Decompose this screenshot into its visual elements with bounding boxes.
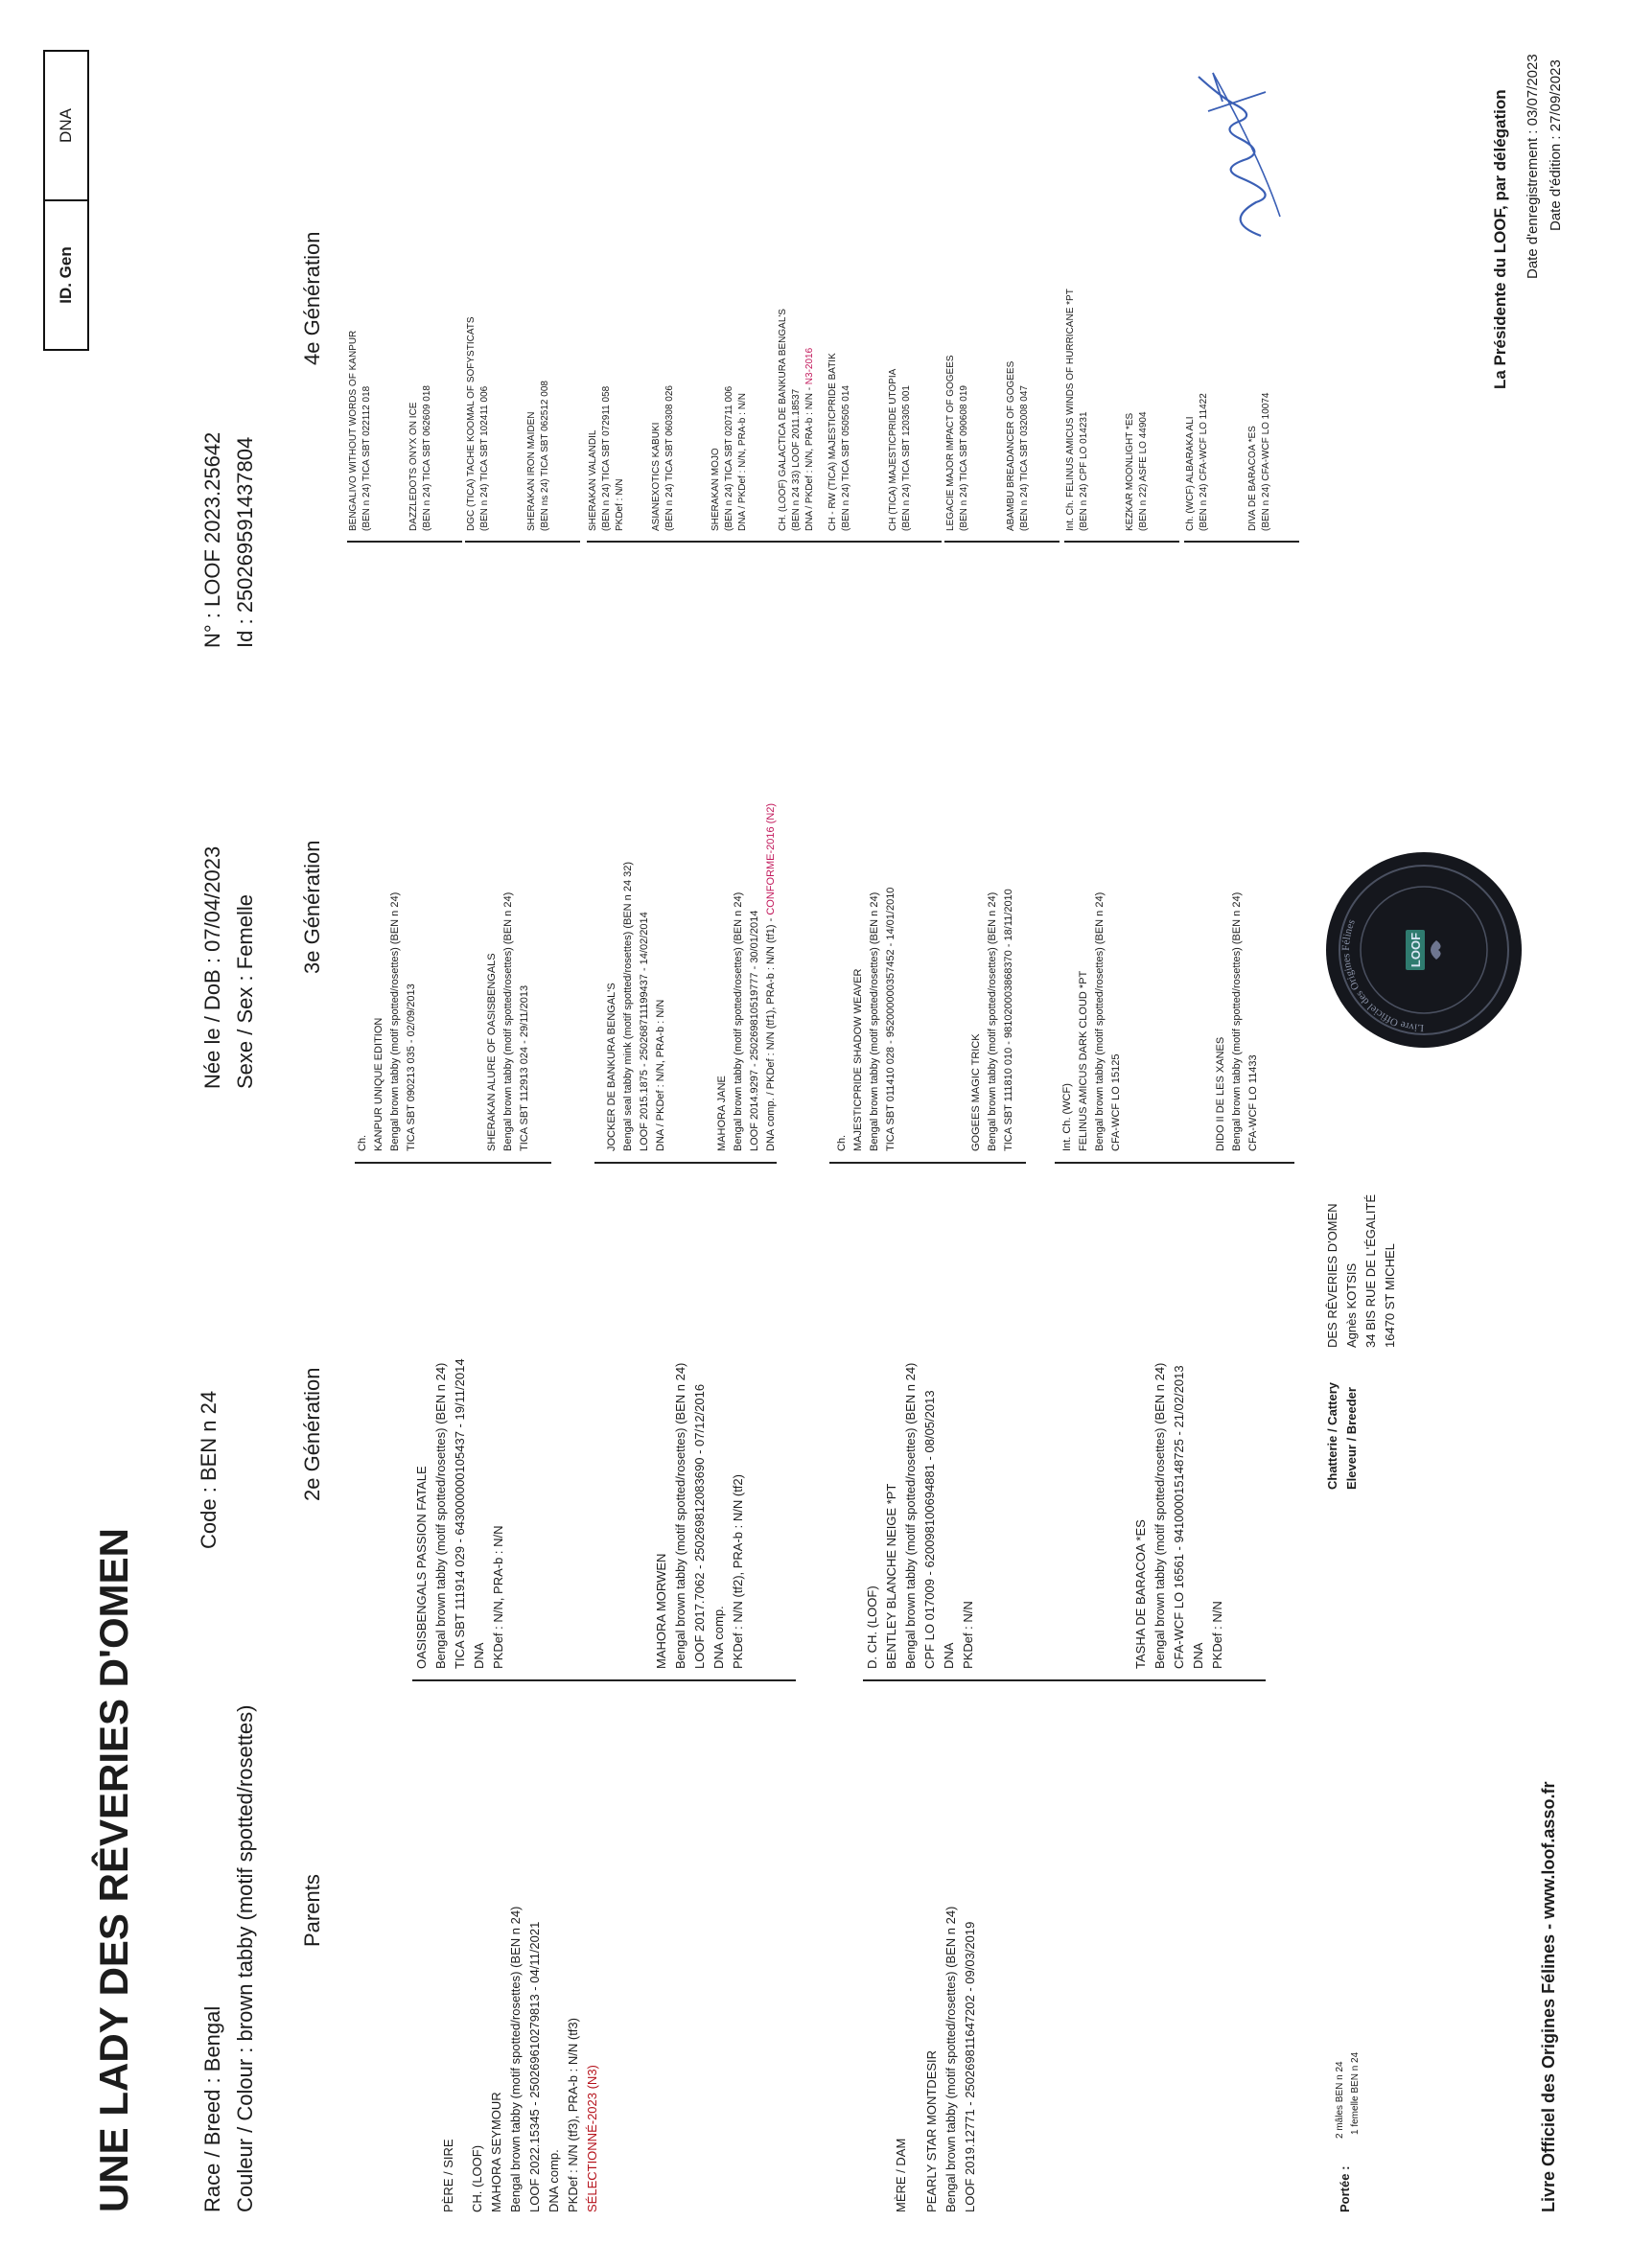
litter-details xyxy=(1333,2052,1363,2139)
seal-badge-text: LOOF xyxy=(1409,932,1423,968)
gen3-line: Bengal brown tabby (motif spotted/rosettes) (BEN n 24) xyxy=(502,891,514,1151)
breeder-label: Eleveur / Breeder xyxy=(1344,1387,1359,1490)
sire-line: PKDef : N/N (tf3), PRA-b : N/N (tf3) xyxy=(566,2018,580,2212)
gen2-line: LOOF 2017.7062 - 250269812083690 - 07/12/2016 xyxy=(692,1383,707,1669)
gen3-line: Bengal brown tabby (motif spotted/rosettes) (BEN n 24) xyxy=(987,891,998,1151)
gen3-line: Bengal brown tabby (motif spotted/rosettes) (BEN n 24) xyxy=(1094,891,1106,1151)
gen3-line: GOGEES MAGIC TRICK xyxy=(970,1033,982,1151)
code-value: BEN n 24 xyxy=(197,1390,221,1482)
gen4-entry xyxy=(887,369,914,531)
gen4-line: (BEN n 24) TICA SBT 032008 047 xyxy=(1019,385,1030,531)
gen3-line: CFA-WCF LO 11433 xyxy=(1247,1054,1259,1151)
gen3-brace xyxy=(1055,1154,1294,1164)
litter-females: 1 femelle BEN n 24 xyxy=(1350,2051,1361,2135)
signature-underline xyxy=(1213,73,1280,217)
gen4-entry xyxy=(408,385,434,531)
gen4-entry xyxy=(1246,393,1273,532)
breed-colour-block xyxy=(197,1705,262,2212)
cattery-details xyxy=(1323,1194,1400,1348)
gen3-line: LOOF 2014.9297 - 250269810519777 - 30/01/2014 xyxy=(749,910,760,1151)
breeder-name: Agnès KOTSIS xyxy=(1344,1262,1359,1348)
gen4-line: (BEN n 22) ASFE LO 44904 xyxy=(1138,411,1149,531)
gen4-line: (BEN n 24) TICA SBT 020711 006 xyxy=(724,385,734,531)
gen2-line: DNA xyxy=(942,1642,956,1669)
breeder-address: 34 BIS RUE DE L'ÉGALITÉ xyxy=(1363,1194,1378,1348)
gen3-line: TICA SBT 090213 035 - 02/09/2013 xyxy=(406,984,417,1151)
gen3-line: DIDO II DE LES XANES xyxy=(1215,1036,1226,1151)
gen3-entry xyxy=(1060,892,1125,1151)
gen2-brace xyxy=(863,1672,1266,1681)
gen3-entry xyxy=(1213,892,1262,1151)
gen3-line: Ch. xyxy=(836,1134,848,1151)
dam-line: LOOF 2019.12771 - 250269811647202 - 09/03/2019 xyxy=(963,1921,977,2212)
sire-role: PÈRE / SIRE xyxy=(441,2139,455,2212)
sire-line: CH. (LOOF) xyxy=(470,2144,484,2212)
gen3-line: JOCKER DE BANKURA BENGAL'S xyxy=(606,983,617,1151)
gen3-entry xyxy=(484,892,533,1151)
gen4-line: Int. Ch. FELINUS AMICUS WINDS OF HURRICANE *PT xyxy=(1065,289,1076,531)
colour-value: brown tabby (motif spotted/rosettes) xyxy=(233,1704,257,2042)
gen2-line: TASHA DE BARACOA *ES xyxy=(1133,1519,1148,1669)
colour-label: Couleur / Colour : xyxy=(233,2047,257,2212)
gen3-entry xyxy=(968,889,1017,1151)
gen2-line: D. CH. (LOOF) xyxy=(865,1585,879,1669)
gen4-line: (BEN n 24) TICA SBT 022112 018 xyxy=(361,385,372,531)
gen3-line: Bengal brown tabby (motif spotted/rosettes) (BEN n 24) xyxy=(733,891,744,1151)
gen3-line: TICA SBT 011410 028 - 952000000357452 - 14/01/2010 xyxy=(885,887,896,1151)
conformity-badge: N3-2016 xyxy=(804,347,815,385)
dam-line: Bengal brown tabby (motif spotted/rosettes) (BEN n 24) xyxy=(943,1906,958,2212)
gen2-entry xyxy=(652,1363,748,1669)
sire-line: MAHORA SEYMOUR xyxy=(489,2092,503,2212)
gen2-line: OASISBENGALS PASSION FATALE xyxy=(414,1466,429,1669)
gen4-brace xyxy=(347,533,462,543)
president: La Présidente du LOOF, par délégation xyxy=(1491,89,1509,389)
gen2-line: DNA xyxy=(472,1642,486,1669)
edition-date: Date d'édition : 27/09/2023 xyxy=(1548,59,1564,231)
gen2-line: PKDef : N/N xyxy=(961,1601,975,1669)
sex-label: Sexe / Sex : xyxy=(233,975,257,1089)
code-block xyxy=(197,1391,221,1549)
signature xyxy=(1189,44,1314,255)
gen2-line: MAHORA MORWEN xyxy=(654,1553,668,1669)
gen2-line: Bengal brown tabby (motif spotted/rosettes) (BEN n 24) xyxy=(1153,1362,1167,1669)
gen4-line: SHERAKAN IRON MAIDEN xyxy=(526,411,537,531)
gen4-entry xyxy=(1124,411,1151,531)
gen3-brace xyxy=(355,1154,551,1164)
litter-label: Portée : xyxy=(1338,2165,1352,2212)
gen3-line: DNA / PKDef : N/N, PRA-b : N/N xyxy=(655,999,666,1151)
gen3-line: MAJESTICPRIDE SHADOW WEAVER xyxy=(852,968,864,1151)
no-value: LOOF 2023.25642 xyxy=(200,431,224,607)
code-label: Code : xyxy=(197,1487,221,1549)
gen4-brace xyxy=(465,533,580,543)
gen2-line: TICA SBT 111914 029 - 643000000105437 - 19/11/2014 xyxy=(453,1358,467,1669)
gen4-line: BENGALIVO WITHOUT WORDS OF KANPUR xyxy=(348,330,359,531)
gen4-line: ABAMBU BREADANCER OF GOGEES xyxy=(1006,360,1016,531)
id-gen-dna-box xyxy=(43,50,89,351)
gen3-entry xyxy=(604,862,669,1151)
gen3-entry xyxy=(355,892,420,1151)
gen4-line: SHERAKAN MOJO xyxy=(710,448,721,531)
breeder-city: 16470 ST MICHEL xyxy=(1383,1243,1397,1348)
gen2-line: Bengal brown tabby (motif spotted/rosettes) (BEN n 24) xyxy=(903,1362,918,1669)
gen4-entry xyxy=(587,386,627,531)
gen2-entry xyxy=(412,1358,508,1669)
gen4-entry xyxy=(944,355,971,531)
gen3-line: LOOF 2015.1875 - 250268711199437 - 14/02/2014 xyxy=(639,912,650,1151)
cat-name: UNE LADY DES RÊVERIES D'OMEN xyxy=(91,1528,136,2212)
dam-block xyxy=(892,1907,980,2212)
cattery-labels xyxy=(1323,1382,1362,1490)
gen4-line: (BEN n 24) TICA SBT 072911 058 xyxy=(601,385,612,531)
gen3-line: Bengal brown tabby (motif spotted/rosettes) (BEN n 24) xyxy=(1231,891,1243,1151)
gen3-line: FELINUS AMICUS DARK CLOUD *PT xyxy=(1078,970,1089,1151)
gen3-line: Bengal brown tabby (motif spotted/rosettes) (BEN n 24) xyxy=(389,891,401,1151)
gen3-line: MAHORA JANE xyxy=(716,1076,728,1151)
sire-block xyxy=(439,1907,602,2212)
gen4-line: (BEN n 24) TICA SBT 102411 006 xyxy=(479,385,490,531)
seal-ring-text: Livre Officiel des Origines Félines xyxy=(1339,917,1425,1034)
gen4-brace xyxy=(1064,533,1179,543)
gen3-line: Ch. xyxy=(357,1134,368,1151)
gen3-line: CFA-WCF LO 15125 xyxy=(1110,1053,1122,1151)
gen4-line: DGC (TICA) TACHE KOOMAL OF SOFYSTICATS xyxy=(466,316,477,531)
gen4-entry xyxy=(777,309,817,531)
gen4-line: ASIANEXOTICS KABUKI xyxy=(651,422,662,531)
id-label: Id : xyxy=(233,618,257,648)
gen4-line: (BEN n 24) TICA SBT 050505 014 xyxy=(841,385,851,531)
loof-seal xyxy=(1323,849,1525,1051)
col-gen2: 2e Génération xyxy=(300,1367,324,1501)
gen4-line: (BEN ns 24) TICA SBT 062512 008 xyxy=(540,381,550,531)
gen2-entry xyxy=(1131,1363,1227,1669)
gen2-line: DNA xyxy=(1191,1642,1205,1669)
gen4-brace xyxy=(944,533,1060,543)
gen4-entry xyxy=(827,353,853,531)
gen3-line: TICA SBT 112913 024 - 29/11/2013 xyxy=(519,984,530,1151)
dam-line: PEARLY STAR MONTDESIR xyxy=(924,2049,939,2212)
gen3-line: Bengal seal tabby mink (motif spotted/rosettes) (BEN n 24 32) xyxy=(622,861,634,1151)
gen2-line: CPF LO 017009 - 620098100694881 - 08/05/2013 xyxy=(922,1390,937,1669)
gen4-line: (BEN n 24) TICA SBT 060308 026 xyxy=(664,385,675,531)
gen4-brace xyxy=(827,533,942,543)
dam-role: MÈRE / DAM xyxy=(894,2138,908,2212)
dna-cell: DNA xyxy=(57,108,75,143)
sire-line: Bengal brown tabby (motif spotted/rosettes) (BEN n 24) xyxy=(508,1906,523,2212)
gen2-line: PKDef : N/N, PRA-b : N/N xyxy=(491,1525,505,1669)
col-gen3: 3e Génération xyxy=(300,840,324,974)
cattery-label: Chatterie / Cattery xyxy=(1325,1382,1339,1490)
sire-line: LOOF 2022.15345 - 250269610279813 - 04/11/2021 xyxy=(527,1921,542,2212)
gen2-line: CFA-WCF LO 16561 - 941000015148725 - 21/02/2013 xyxy=(1172,1365,1186,1669)
gen4-line: DAZZLEDOTS ONYX ON ICE xyxy=(408,402,419,531)
gen4-brace xyxy=(1184,533,1299,543)
gen4-line: (BEN n 24) TICA SBT 120305 001 xyxy=(901,385,912,531)
gen4-line: DIVA DE BARACOA *ES xyxy=(1247,426,1258,531)
gen3-line: SHERAKAN ALURE OF OASISBENGALS xyxy=(486,953,498,1151)
id-value: 250269591437804 xyxy=(233,436,257,613)
gen4-line: DNA / PKDef : N/N, PRA-b : N/N xyxy=(737,393,748,531)
gen4-line: (BEN n 24) TICA SBT 090608 019 xyxy=(959,385,969,531)
gen3-line: TICA SBT 111810 010 - 981020003868370 - 18/11/2010 xyxy=(1003,889,1014,1151)
gen2-line: BENTLEY BLANCHE NEIGE *PT xyxy=(884,1483,898,1669)
gen4-line: PKDef : N/N xyxy=(615,478,625,531)
gen4-line: (BEN n 24 33) LOOF 2011.18537 xyxy=(791,388,802,531)
gen4-line: (BEN n 24) CPF LO 014231 xyxy=(1079,411,1089,531)
gen4-line: (BEN n 24) TICA SBT 062609 018 xyxy=(422,385,432,531)
gen3-line: KANPUR UNIQUE EDITION xyxy=(373,1017,384,1151)
gen4-line: DNA / PKDef : N/N, PRA-b : N/N - xyxy=(804,386,815,531)
gen2-entry xyxy=(863,1363,978,1669)
dob-label: Née le / DoB : xyxy=(200,958,224,1089)
gen4-line: CH. (LOOF) GALACTICA DE BANKURA BENGAL'S xyxy=(778,309,788,531)
gen4-line: SHERAKAN VALANDIL xyxy=(588,429,598,531)
id-gen-cell: ID. Gen xyxy=(45,199,87,349)
gen4-line: (BEN n 24) CFA-WCF LO 10074 xyxy=(1261,392,1271,531)
col-gen4: 4e Génération xyxy=(300,231,324,365)
cattery-name: DES RÊVERIES D'OMEN xyxy=(1325,1203,1339,1348)
dob-value: 07/04/2023 xyxy=(200,845,224,952)
breed-label: Race / Breed : xyxy=(200,2077,224,2212)
litter-males: 2 mâles BEN n 24 xyxy=(1335,2061,1345,2139)
gen4-entry xyxy=(1184,393,1211,531)
footer-book: Livre Officiel des Origines Félines - www.loof.asso.fr xyxy=(1539,1781,1558,2212)
gen4-entry xyxy=(1064,289,1091,531)
gen4-line: KEZKAR MOONLIGHT *ES xyxy=(1125,412,1135,531)
gen2-line: Bengal brown tabby (motif spotted/rosettes) (BEN n 24) xyxy=(673,1362,687,1669)
gen2-line: DNA comp. xyxy=(711,1606,726,1669)
sire-line: DNA comp. xyxy=(547,2149,561,2212)
gen4-entry xyxy=(465,316,492,531)
gen2-line: PKDef : N/N (tf2), PRA-b : N/N (tf2) xyxy=(731,1474,745,1669)
no-label: N° : xyxy=(200,613,224,648)
sex-value: Femelle xyxy=(233,894,257,970)
conformity-badge: CONFORME-2016 (N2) xyxy=(765,802,777,915)
gen3-line: DNA comp. / PKDef : N/N (tf1), PRA-b : N/N (tf1) - xyxy=(765,917,777,1151)
gen4-entry xyxy=(347,331,374,531)
gen4-entry xyxy=(525,381,552,531)
gen3-brace xyxy=(594,1154,777,1164)
col-parents: Parents xyxy=(300,1874,324,1947)
gen4-entry xyxy=(710,386,750,531)
registration-date: Date d'enregistrement : 03/07/2023 xyxy=(1525,54,1541,279)
gen3-entry xyxy=(714,803,780,1151)
gen4-line: Ch. (WCF) ALBARAKA ALI xyxy=(1185,416,1196,531)
registration-block xyxy=(197,432,262,648)
gen3-line: Int. Ch. (WCF) xyxy=(1061,1083,1073,1151)
gen4-brace xyxy=(587,533,711,543)
breed-value: Bengal xyxy=(200,2005,224,2072)
gen3-entry xyxy=(834,888,899,1151)
birth-sex-block xyxy=(197,846,262,1089)
gen4-line: CH (TICA) MAJESTICPRIDE UTOPIA xyxy=(888,368,898,531)
gen3-line: Bengal brown tabby (motif spotted/rosettes) (BEN n 24) xyxy=(869,891,880,1151)
gen4-line: (BEN n 24) CFA-WCF LO 11422 xyxy=(1199,393,1209,531)
gen4-line: CH - RW (TICA) MAJESTICPRIDE BATIK xyxy=(827,353,838,531)
gen2-line: Bengal brown tabby (motif spotted/rosettes) (BEN n 24) xyxy=(433,1362,448,1669)
gen4-entry xyxy=(650,385,677,531)
gen2-line: PKDef : N/N xyxy=(1210,1601,1224,1669)
gen4-entry xyxy=(1005,361,1032,531)
gen2-brace xyxy=(412,1672,796,1681)
gen4-brace xyxy=(710,533,844,543)
gen3-brace xyxy=(829,1154,1026,1164)
sire-selection: SÉLECTIONNÉ-2023 (N3) xyxy=(585,2065,599,2212)
gen4-line: LEGACIE MAJOR IMPACT OF GOGEES xyxy=(945,355,956,531)
